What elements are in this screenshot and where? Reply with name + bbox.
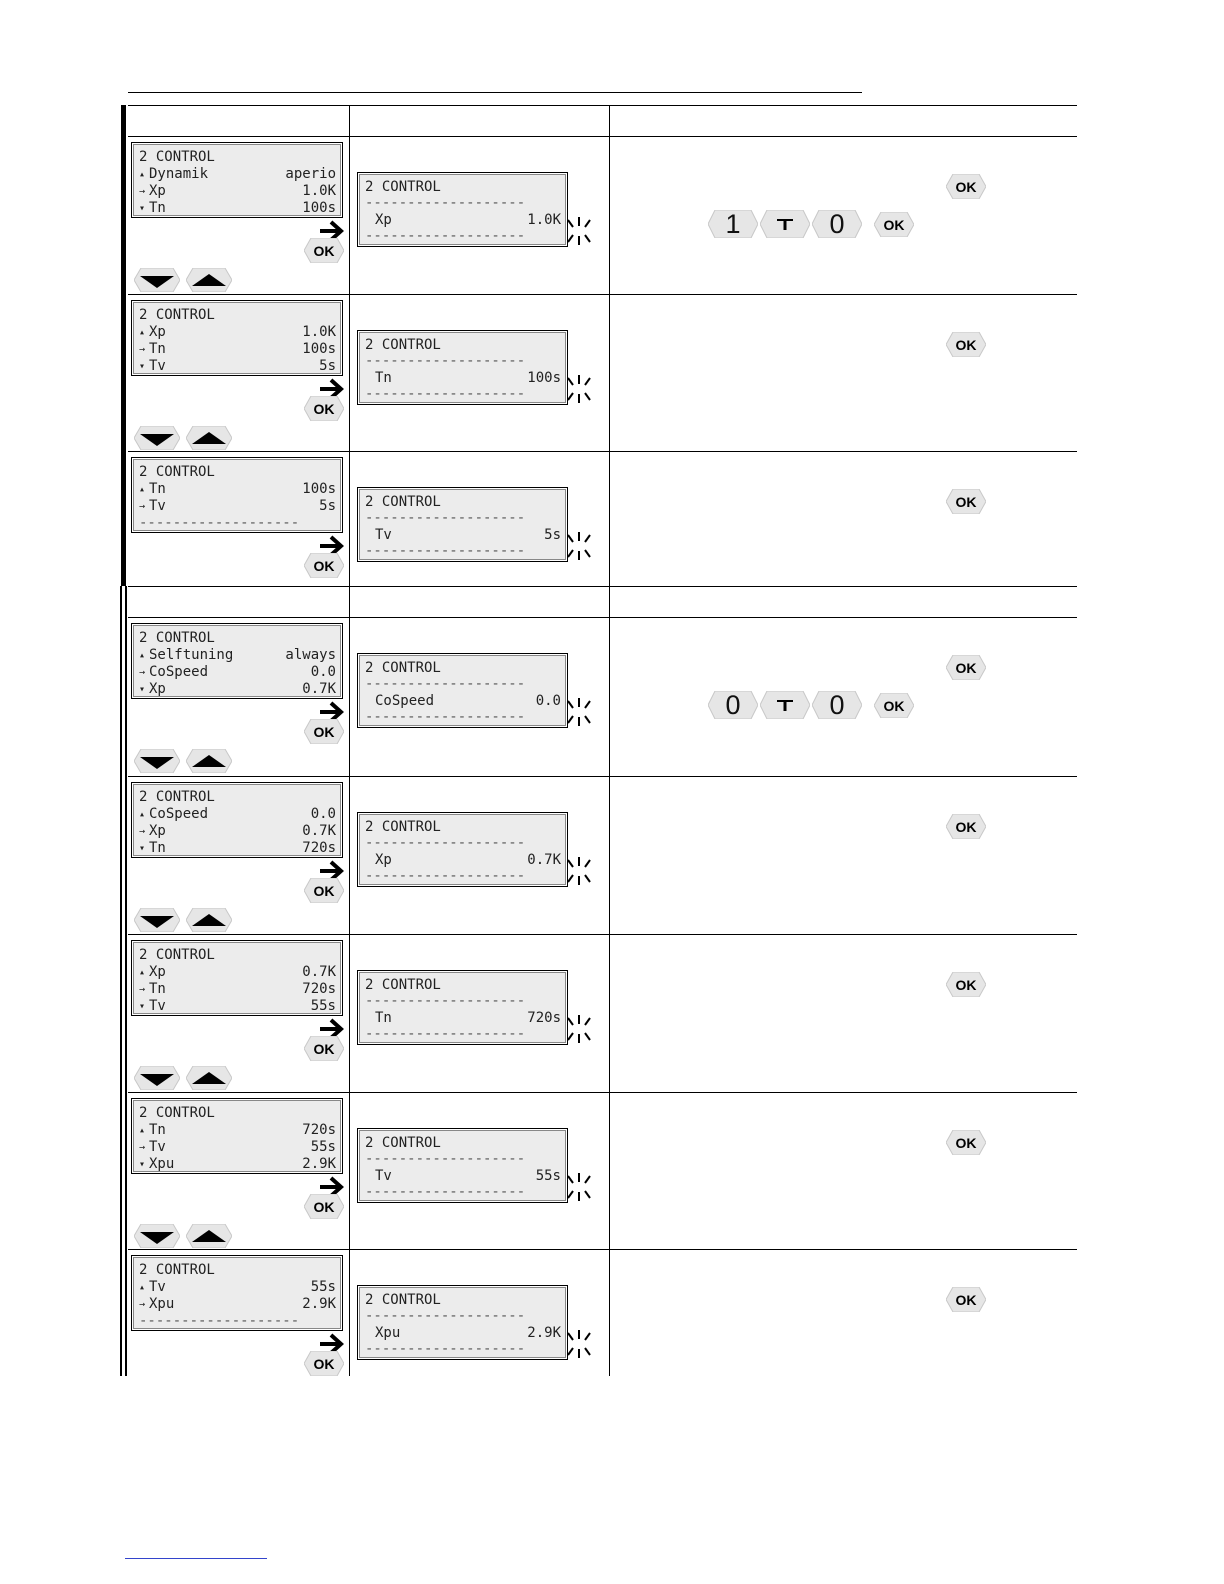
lcd-dash-line: ------------------- [365,386,526,402]
lcd-parameter-value: 2.9K [302,1156,336,1172]
lcd-dash-line: ------------------- [365,543,526,559]
blink-indicator-icon [565,1172,593,1202]
scroll-down-marker-icon: ▾ [139,361,146,372]
lcd-parameter-value: 100s [527,370,561,386]
section-bar-2b [125,586,127,1376]
ok-button-label: OK [313,724,335,740]
table-rule [128,105,1077,106]
scroll-up-marker-icon: ▴ [139,169,146,180]
blink-indicator-icon [565,1329,593,1359]
lcd-parameter-value: 0.7K [302,681,336,697]
scroll-down-button[interactable] [134,1224,180,1248]
lcd-line [139,981,336,998]
lcd-line [139,806,336,823]
lcd-dash-line: ------------------- [365,1308,526,1324]
lcd-line [139,964,336,981]
scroll-down-button[interactable] [134,908,180,932]
lcd-dash-line: ------------------- [365,1341,526,1357]
ok-button-label: OK [313,243,335,259]
lcd-dash-line: ------------------- [365,835,526,851]
scroll-down-marker-icon: ▾ [139,684,146,695]
edit-display [357,812,568,887]
ok-button-label: OK [955,179,977,195]
lcd-parameter-label: Tn [375,1010,392,1026]
lcd-dash-line: ------------------- [365,676,526,692]
lcd-dash-line: ------------------- [365,510,526,526]
lcd-line [139,823,336,840]
table-row [128,1092,1077,1249]
scroll-up-button[interactable] [186,268,232,292]
ok-button[interactable] [946,489,986,514]
lcd-parameter-value: 5s [319,498,336,514]
blink-indicator-icon [565,1014,593,1044]
ok-button[interactable] [304,1351,344,1376]
menu-display [131,1098,343,1174]
lcd-parameter-label: Tv [375,1168,392,1184]
ok-button-label: OK [955,660,977,676]
ok-button-label: OK [313,401,335,417]
menu-display [131,142,343,218]
lcd-parameter-label: → Tn [139,981,166,997]
lcd-line [139,341,336,358]
lcd-line [375,1325,561,1342]
scroll-down-button[interactable] [134,268,180,292]
lcd-dash-line: ------------------- [365,228,526,244]
lcd-title: 2 CONTROL [365,977,441,993]
lcd-parameter-label: ▾ Xp [139,681,166,697]
ok-button[interactable] [946,972,986,997]
procedure-table [128,105,1077,1376]
lcd-parameter-value: 0.7K [302,823,336,839]
scroll-up-marker-icon: ▴ [139,1125,146,1136]
ok-button-label: OK [955,494,977,510]
ok-button-label: OK [955,977,977,993]
lcd-title: 2 CONTROL [365,1292,441,1308]
lcd-parameter-value: 720s [302,840,336,856]
lcd-parameter-value: 1.0K [302,324,336,340]
lcd-line [139,681,336,698]
lcd-parameter-value: 2.9K [302,1296,336,1312]
lcd-parameter-value: always [285,647,336,663]
cursor-arrow-icon: → [139,1142,146,1153]
lcd-line [139,1139,336,1156]
lcd-title: 2 CONTROL [365,179,441,195]
lcd-line [375,1010,561,1027]
lcd-title: 2 CONTROL [139,947,215,963]
lcd-parameter-value: 0.7K [527,852,561,868]
lcd-title: 2 CONTROL [139,1105,215,1121]
lcd-dash-line: ------------------- [365,1151,526,1167]
lcd-title: 2 CONTROL [365,1135,441,1151]
scroll-up-marker-icon: ▴ [139,484,146,495]
scroll-up-button[interactable] [186,1066,232,1090]
lcd-parameter-label: ▴ Xp [139,324,166,340]
lcd-parameter-label: Tn [375,370,392,386]
menu-display [131,782,343,858]
lcd-parameter-label: ▴ Tn [139,481,166,497]
blink-indicator-icon [565,216,593,246]
scroll-up-marker-icon: ▴ [139,1282,146,1293]
lcd-dash-line: ------------------- [365,709,526,725]
lcd-line [139,166,336,183]
decimal-point-key[interactable] [760,210,810,238]
table-row [128,136,1077,294]
section-bar-1 [121,105,126,586]
cursor-arrow-icon: → [139,344,146,355]
ok-button-label: OK [313,883,335,899]
ok-button[interactable] [304,878,344,903]
lcd-parameter-value: 100s [302,341,336,357]
cursor-arrow-icon: → [139,667,146,678]
lcd-parameter-label: Tv [375,527,392,543]
lcd-parameter-label: ▾ Xpu [139,1156,175,1172]
ok-button-label: OK [955,819,977,835]
table-rule [128,586,1077,587]
cursor-arrow-icon: → [139,501,146,512]
lcd-parameter-label: → Tn [139,341,166,357]
lcd-parameter-label: → Xp [139,823,166,839]
lcd-parameter-value: 5s [319,358,336,374]
lcd-parameter-value: 0.0 [310,664,336,680]
lcd-line [375,527,561,544]
table-row [128,934,1077,1092]
scroll-up-marker-icon: ▴ [139,650,146,661]
lcd-dash-line: ------------------- [139,1313,300,1329]
lcd-title: 2 CONTROL [365,494,441,510]
lcd-parameter-label: CoSpeed [375,693,435,709]
digit-key[interactable]: 1 [708,210,758,238]
lcd-line [139,1156,336,1173]
scroll-down-button[interactable] [134,426,180,450]
ok-button-label: OK [313,558,335,574]
cursor-arrow-icon: → [139,1299,146,1310]
ok-button[interactable] [946,174,986,199]
ok-button[interactable] [304,553,344,578]
footer-link-underline[interactable] [125,1558,267,1559]
lcd-line [139,998,336,1015]
digit-key[interactable]: 0 [812,691,862,719]
scroll-up-marker-icon: ▴ [139,327,146,338]
lcd-parameter-label: ▾ Tv [139,998,166,1014]
lcd-parameter-label: ▴ CoSpeed [139,806,209,822]
lcd-title: 2 CONTROL [139,307,215,323]
lcd-parameter-label: ▴ Dynamik [139,166,209,182]
lcd-parameter-label: ▴ Tn [139,1122,166,1138]
ok-button[interactable] [304,719,344,744]
ok-button-label: OK [883,217,905,233]
lcd-line [139,200,336,217]
lcd-parameter-label: ▴ Tv [139,1279,166,1295]
lcd-line [375,370,561,387]
lcd-parameter-value: 720s [527,1010,561,1026]
lcd-line [375,693,561,710]
lcd-line [139,1279,336,1296]
lcd-dash-line: ------------------- [365,1026,526,1042]
digit-key[interactable]: 0 [708,691,758,719]
menu-display [131,300,343,376]
ok-button-label: OK [955,1292,977,1308]
lcd-title: 2 CONTROL [365,819,441,835]
ok-button-label: OK [313,1356,335,1372]
table-row [128,1249,1077,1376]
lcd-line [139,647,336,664]
ok-button[interactable] [304,396,344,421]
lcd-title: 2 CONTROL [139,1262,215,1278]
ok-button[interactable] [304,238,344,263]
cursor-arrow-icon: → [139,984,146,995]
edit-display [357,1128,568,1203]
lcd-parameter-label: → Tv [139,498,166,514]
lcd-parameter-value: 0.7K [302,964,336,980]
lcd-title: 2 CONTROL [139,630,215,646]
scroll-up-button[interactable] [186,908,232,932]
scroll-up-button[interactable] [186,426,232,450]
lcd-dash-line: ------------------- [365,1184,526,1200]
lcd-parameter-value: 720s [302,1122,336,1138]
lcd-line [139,358,336,375]
lcd-line [375,212,561,229]
table-row [128,451,1077,586]
header-rule [128,92,862,93]
lcd-line [139,840,336,857]
lcd-parameter-value: 1.0K [527,212,561,228]
ok-button[interactable] [946,655,986,680]
cursor-arrow-icon: → [139,826,146,837]
ok-button[interactable] [304,1036,344,1061]
lcd-parameter-value: 55s [310,1279,336,1295]
lcd-line [139,324,336,341]
scroll-down-marker-icon: ▾ [139,1159,146,1170]
scroll-up-marker-icon: ▴ [139,967,146,978]
table-row [128,617,1077,776]
edit-display [357,653,568,728]
lcd-parameter-value: 1.0K [302,183,336,199]
lcd-parameter-value: 0.0 [535,693,561,709]
lcd-parameter-value: 100s [302,481,336,497]
scroll-up-marker-icon: ▴ [139,809,146,820]
lcd-title: 2 CONTROL [365,337,441,353]
lcd-line [139,498,336,515]
edit-display [357,487,568,562]
menu-display [131,1255,343,1331]
ok-button-label: OK [955,1135,977,1151]
lcd-parameter-label: → Xpu [139,1296,175,1312]
scroll-down-marker-icon: ▾ [139,1001,146,1012]
scroll-down-marker-icon: ▾ [139,843,146,854]
ok-button[interactable] [874,693,914,718]
lcd-dash-line: ------------------- [365,353,526,369]
lcd-parameter-value: 55s [535,1168,561,1184]
lcd-line [375,1168,561,1185]
ok-button-label: OK [313,1041,335,1057]
blink-indicator-icon [565,856,593,886]
lcd-parameter-value: 720s [302,981,336,997]
ok-button[interactable] [304,1194,344,1219]
ok-button[interactable] [874,212,914,237]
section-bar-2a [120,586,122,1376]
blink-indicator-icon [565,374,593,404]
lcd-title: 2 CONTROL [365,660,441,676]
lcd-dash-line: ------------------- [365,868,526,884]
menu-display [131,457,343,533]
edit-display [357,172,568,247]
ok-button-label: OK [313,1199,335,1215]
lcd-line [139,664,336,681]
edit-display [357,970,568,1045]
lcd-parameter-label: → Tv [139,1139,166,1155]
lcd-parameter-label: Xp [375,212,392,228]
lcd-line [139,183,336,200]
lcd-parameter-label: ▴ Selftuning [139,647,234,663]
scroll-up-button[interactable] [186,1224,232,1248]
edit-display [357,330,568,405]
lcd-parameter-value: 0.0 [310,806,336,822]
lcd-parameter-label: → CoSpeed [139,664,209,680]
lcd-title: 2 CONTROL [139,464,215,480]
cursor-arrow-icon: → [139,186,146,197]
scroll-down-marker-icon: ▾ [139,203,146,214]
ok-button[interactable] [946,1130,986,1155]
scroll-down-button[interactable] [134,1066,180,1090]
digit-key[interactable]: 0 [812,210,862,238]
table-row [128,776,1077,934]
blink-indicator-icon [565,531,593,561]
lcd-parameter-label: ▾ Tn [139,840,166,856]
decimal-point-key[interactable] [760,691,810,719]
scroll-down-button[interactable] [134,749,180,773]
lcd-dash-line: ------------------- [365,993,526,1009]
lcd-title: 2 CONTROL [139,149,215,165]
lcd-parameter-label: Xp [375,852,392,868]
lcd-parameter-label: ▾ Tv [139,358,166,374]
lcd-title: 2 CONTROL [139,789,215,805]
lcd-parameter-label: ▴ Xp [139,964,166,980]
edit-display [357,1285,568,1360]
lcd-parameter-value: aperio [285,166,336,182]
ok-button[interactable] [946,1287,986,1312]
lcd-parameter-value: 2.9K [527,1325,561,1341]
lcd-line [139,1296,336,1313]
lcd-parameter-value: 55s [310,998,336,1014]
lcd-line [375,852,561,869]
menu-display [131,623,343,699]
lcd-line [139,1122,336,1139]
lcd-dash-line: ------------------- [365,195,526,211]
lcd-parameter-label: Xpu [375,1325,401,1341]
menu-display [131,940,343,1016]
lcd-parameter-value: 5s [544,527,561,543]
lcd-parameter-value: 100s [302,200,336,216]
table-row [128,294,1077,451]
lcd-line [139,481,336,498]
ok-button[interactable] [946,332,986,357]
lcd-parameter-label: ▾ Tn [139,200,166,216]
lcd-parameter-value: 55s [310,1139,336,1155]
lcd-parameter-label: → Xp [139,183,166,199]
ok-button-label: OK [955,337,977,353]
lcd-dash-line: ------------------- [139,515,300,531]
scroll-up-button[interactable] [186,749,232,773]
ok-button[interactable] [946,814,986,839]
blink-indicator-icon [565,697,593,727]
ok-button-label: OK [883,698,905,714]
